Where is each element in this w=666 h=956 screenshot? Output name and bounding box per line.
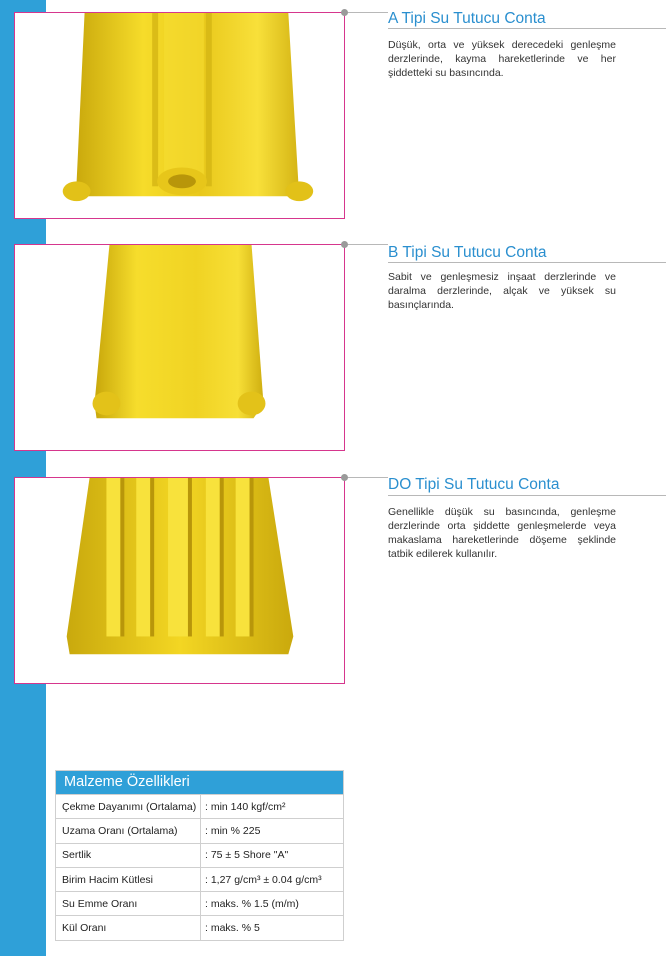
property-label: Su Emme Oranı	[56, 892, 201, 916]
title-underline	[388, 262, 666, 263]
property-label: Sertlik	[56, 843, 201, 867]
product-a-title: A Tipi Su Tutucu Conta	[388, 10, 546, 27]
table-row	[56, 916, 343, 940]
material-properties-table	[55, 770, 344, 941]
product-b-photo	[14, 244, 345, 451]
waterstop-type-do-image	[15, 478, 344, 683]
product-b-title: B Tipi Su Tutucu Conta	[388, 244, 547, 261]
property-value: : maks. % 5	[201, 916, 344, 940]
property-value: : min % 225	[201, 819, 344, 843]
title-underline	[388, 495, 666, 496]
connector-dot	[341, 241, 348, 248]
product-b-description: Sabit ve genleşmesiz inşaat derzlerinde ve daralma derzlerinde, alçak ve yüksek su basınçlarında.	[388, 271, 616, 311]
property-label: Kül Oranı	[56, 916, 201, 940]
product-do-photo	[14, 477, 345, 684]
property-label: Birim Hacim Kütlesi	[56, 867, 201, 891]
table-title: Malzeme Özellikleri	[56, 771, 343, 794]
connector-dot	[341, 474, 348, 481]
property-label: Uzama Oranı (Ortalama)	[56, 819, 201, 843]
waterstop-type-a-image	[15, 13, 344, 218]
property-value: : 1,27 g/cm³ ± 0.04 g/cm³	[201, 867, 344, 891]
table-row	[56, 867, 343, 891]
table-row	[56, 795, 343, 819]
property-value: : maks. % 1.5 (m/m)	[201, 892, 344, 916]
connector-dot	[341, 9, 348, 16]
product-do-title: DO Tipi Su Tutucu Conta	[388, 476, 560, 493]
property-value: : 75 ± 5 Shore "A"	[201, 843, 344, 867]
property-label: Çekme Dayanımı (Ortalama)	[56, 795, 201, 819]
connector-line	[345, 477, 388, 478]
product-do-description: Genellikle düşük su basıncında, genleşme derzlerinde orta şiddette genleşmelerde veya makaslama hareketlerinde döşeme şeklinde tatbik edilerek kullanılır.	[388, 506, 616, 560]
connector-line	[345, 12, 388, 13]
waterstop-type-b-image	[15, 245, 344, 450]
title-underline	[388, 28, 666, 29]
table-row	[56, 819, 343, 843]
table-row	[56, 843, 343, 867]
connector-line	[345, 244, 388, 245]
product-a-description: Düşük, orta ve yüksek derecedeki genleşme derzlerinde, kayma hareketlerinde ve her şiddetteki su basıncında.	[388, 39, 616, 79]
properties-grid	[56, 794, 343, 940]
table-row	[56, 892, 343, 916]
property-value: : min 140 kgf/cm²	[201, 795, 344, 819]
product-a-photo	[14, 12, 345, 219]
